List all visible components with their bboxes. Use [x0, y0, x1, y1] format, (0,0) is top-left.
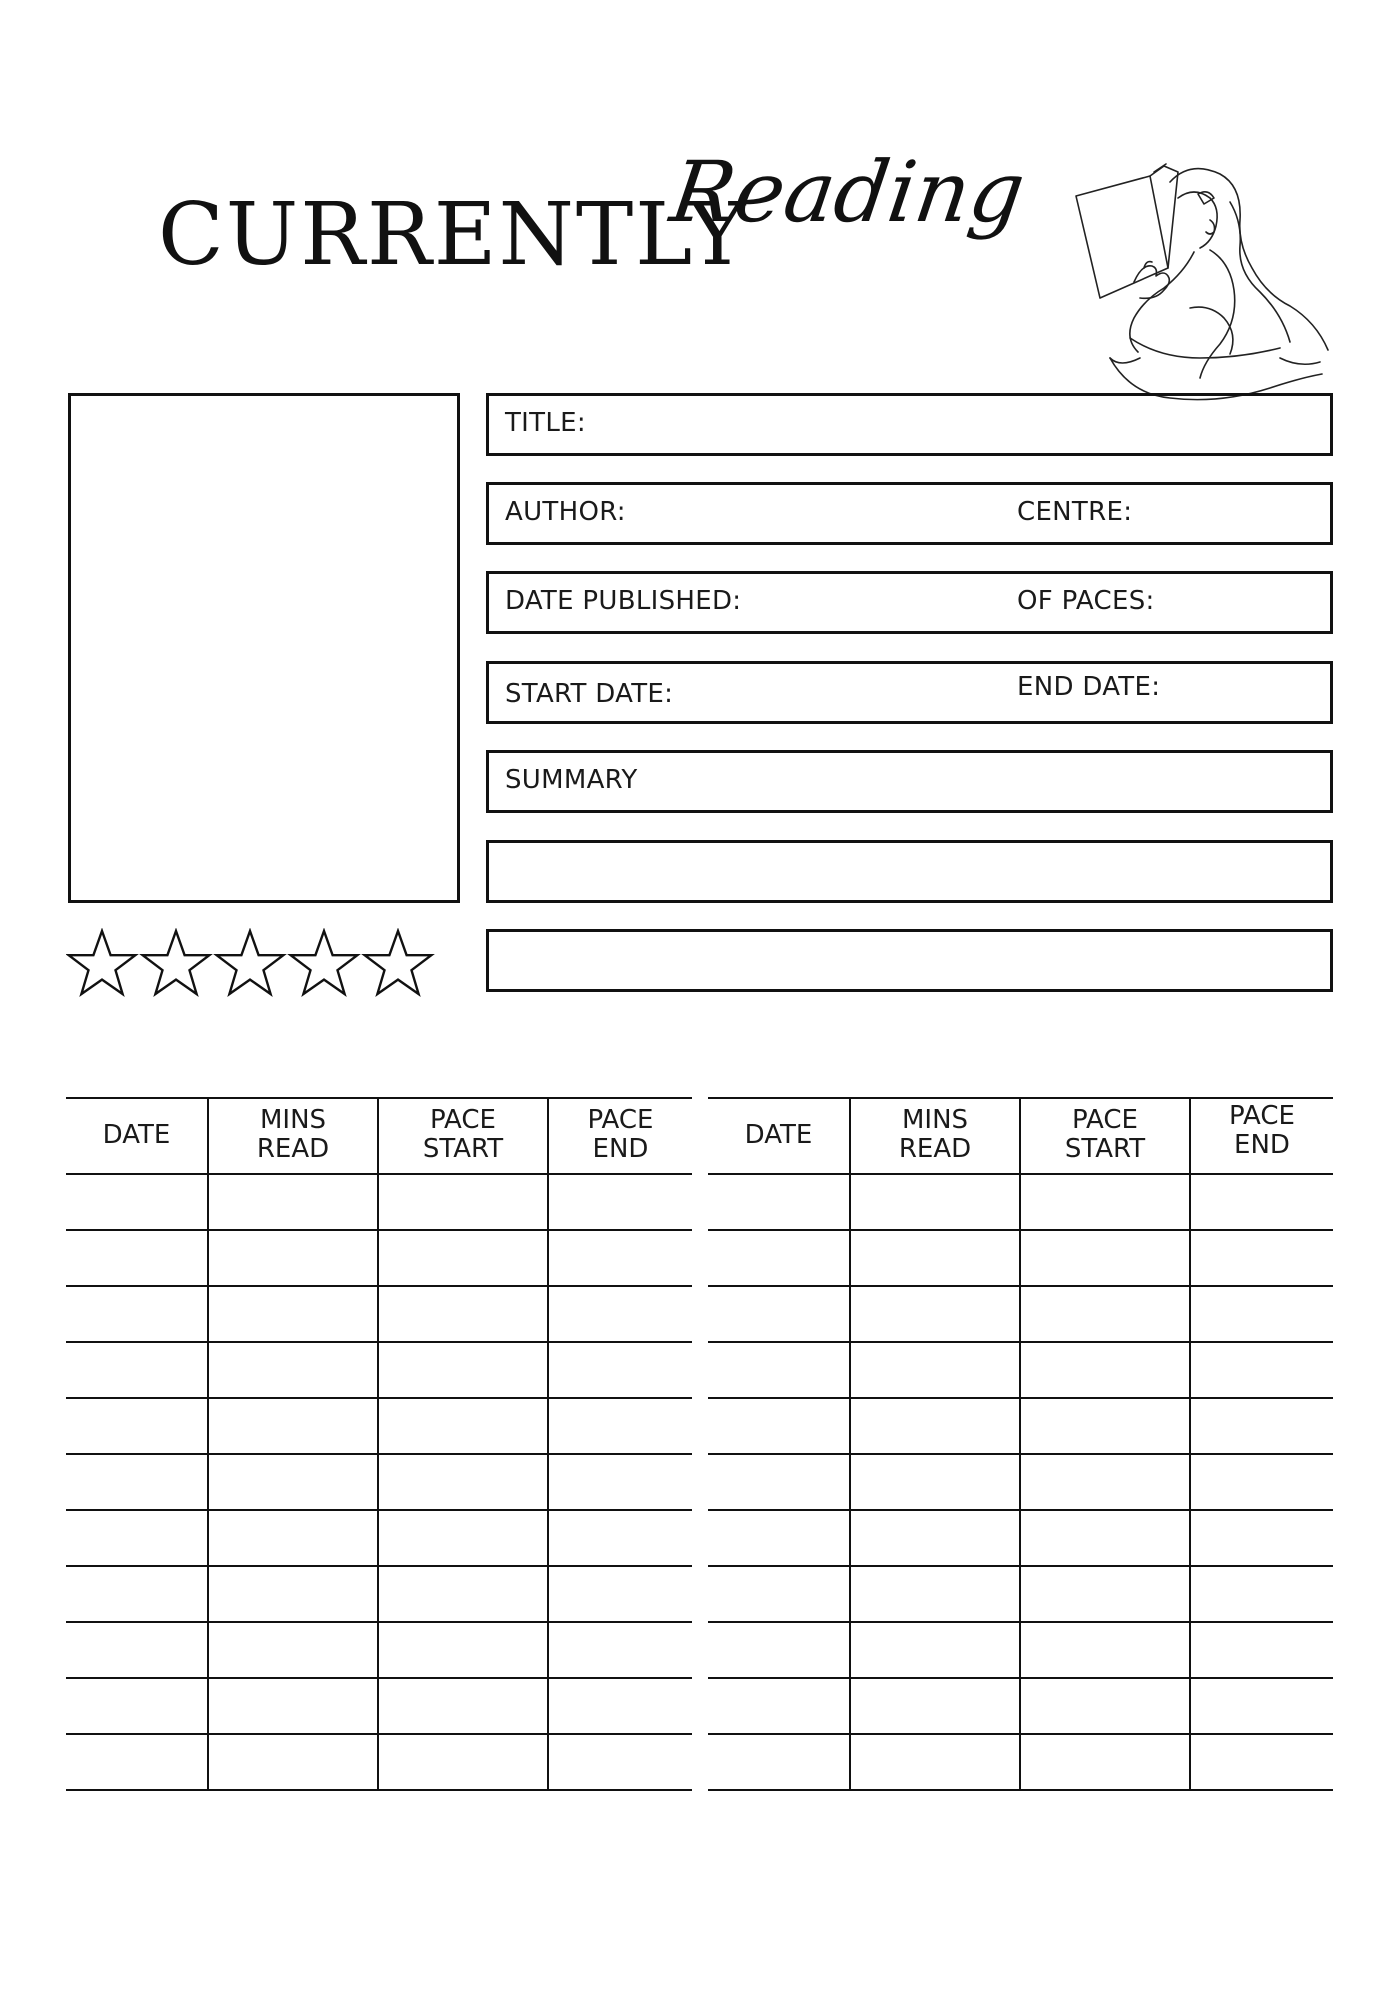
col-header-page-start: PACE START	[1064, 1105, 1146, 1164]
table-row	[66, 1509, 692, 1511]
col-header-mins-read: MINS READ	[898, 1105, 972, 1164]
table-row	[66, 1733, 692, 1735]
col-header-date: DATE	[102, 1119, 171, 1150]
table-row	[66, 1789, 692, 1791]
table-row	[66, 1565, 692, 1567]
col-header-date: DATE	[744, 1119, 813, 1150]
date-published-label: DATE PUBLISHED:	[505, 586, 742, 616]
table-row	[66, 1677, 692, 1679]
genre-label: CENTRE:	[1017, 497, 1133, 527]
reading-log-left	[66, 1097, 692, 1791]
table-row	[66, 1621, 692, 1623]
author-label: AUTHOR:	[505, 497, 626, 527]
page-title-script: Reading	[665, 143, 1031, 241]
star-icon	[291, 931, 358, 994]
title-label: TITLE:	[505, 408, 586, 438]
table-row	[66, 1397, 692, 1399]
num-pages-label: OF PACES:	[1017, 586, 1155, 616]
star-icon	[365, 931, 432, 994]
col-header-page-start: PACE START	[422, 1105, 504, 1164]
summary-label: SUMMARY	[505, 765, 638, 795]
page-title: CURRENTLY	[158, 185, 748, 285]
woman-reading-book-illustration-icon	[1070, 158, 1340, 408]
star-icon	[143, 931, 210, 994]
table-row	[66, 1285, 692, 1287]
book-cover-box[interactable]	[68, 393, 460, 903]
summary-field[interactable]	[486, 750, 1333, 813]
reading-log-right	[708, 1097, 1333, 1791]
start-date-label: START DATE:	[505, 679, 674, 709]
summary-line-2[interactable]	[486, 840, 1333, 903]
table-row	[66, 1453, 692, 1455]
end-date-label: END DATE:	[1017, 672, 1161, 702]
col-header-page-end: PACE END	[587, 1105, 654, 1164]
summary-line-3[interactable]	[486, 929, 1333, 992]
author-field[interactable]	[486, 482, 1333, 545]
star-icon	[69, 931, 136, 994]
col-header-mins-read: MINS READ	[256, 1105, 330, 1164]
star-icon	[217, 931, 284, 994]
title-field[interactable]	[486, 393, 1333, 456]
col-header-page-end: PACE END	[1229, 1101, 1295, 1160]
dates-field[interactable]	[486, 661, 1333, 724]
table-row	[66, 1229, 692, 1231]
star-rating[interactable]	[66, 928, 446, 1004]
date-published-field[interactable]	[486, 571, 1333, 634]
table-row	[66, 1341, 692, 1343]
